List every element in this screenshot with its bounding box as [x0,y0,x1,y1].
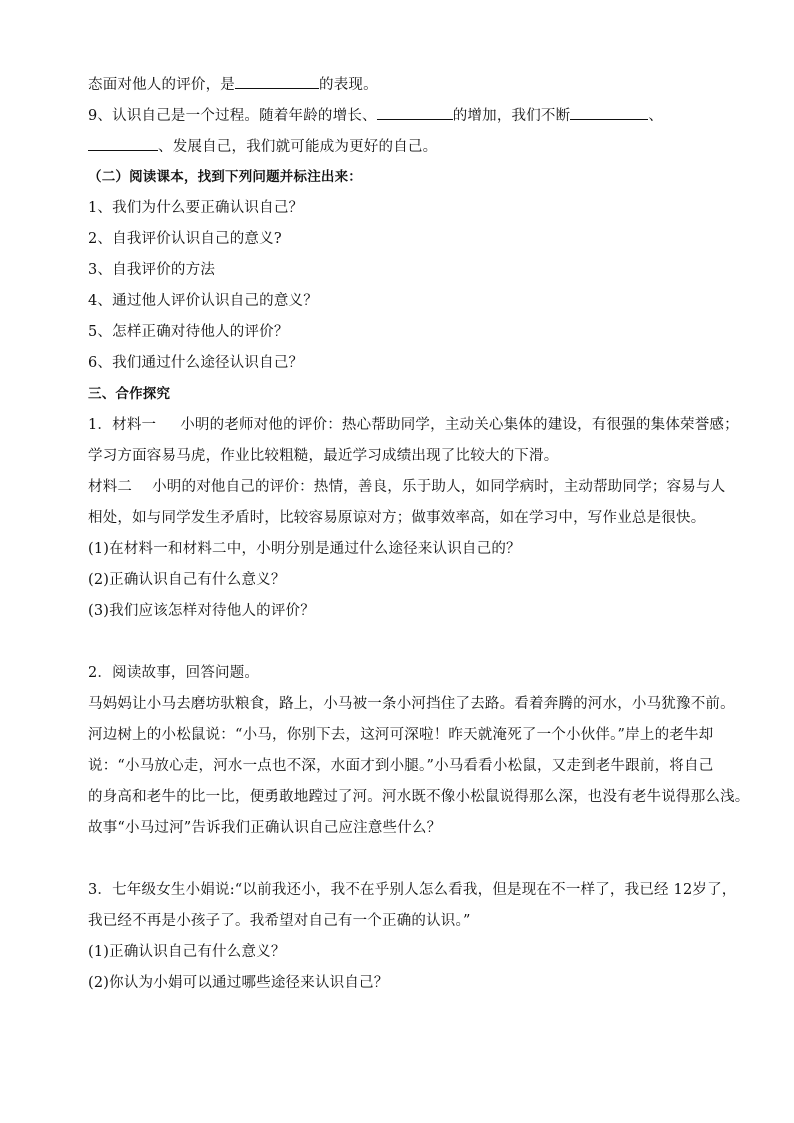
case2-heading: 2．阅读故事，回答问题。 [88,665,260,681]
case3-text-line: 我已经不再是小孩子了。我希望对自己有一个正确的认识。” [88,913,471,929]
section3-heading: 三、合作探究 [88,386,171,402]
section2-heading: （二）阅读课本，找到下列问题并标注出来： [88,169,362,185]
case2-story-line: 的身高和老牛的比一比，便勇敢地蹚过了河。河水既不像小松鼠说得那么深，也没有老牛说得那么浅。 [88,789,750,805]
q9-text-b: 的增加，我们不断 [452,108,571,124]
q8-line [88,74,708,105]
q9-text-a: 9、认识自己是一个过程。随着年龄的增长、 [88,108,377,124]
case1-material1-line-1 [88,415,739,446]
case1-question: (1)在材料一和材料二中，小明分别是通过什么途径来认识自己的？ [88,541,521,557]
q8-text-before: 态面对他人的评价，是 [88,77,235,93]
spacer [88,849,708,880]
section2-item: 3、自我评价的方法 [88,262,216,278]
section2-item: 6、我们通过什么途径认识自己？ [88,355,304,371]
case2-story-line: 说：“小马放心走，河水一点也不深，水面才到小腿。”小马看看小松鼠，又走到老牛跟前，将自己 [88,758,714,774]
spacer [88,632,708,663]
case1-material2-line-2: 相处，如与同学发生矛盾时，比较容易原谅对方；做事效率高，如在学习中，写作业总是很快。 [88,510,706,526]
q9-answer-blank-2[interactable] [570,105,648,120]
section2-item: 5、怎样正确对待他人的评价？ [88,324,289,340]
q8-answer-blank[interactable] [235,74,319,89]
case1-material2-line-1 [88,477,726,508]
case1-question: (2)正确认识自己有什么意义？ [88,572,286,588]
q9-text-d: 、发展自己，我们就可能成为更好的自己。 [158,139,438,155]
q9-line-1 [88,105,708,136]
case3-text-line: 3．七年级女生小娟说:“以前我还小，我不在乎别人怎么看我，但是现在不一样了，我已经 12岁了， [88,882,737,898]
case1-material1-line-2: 学习方面容易马虎，作业比较粗糙，最近学习成绩出现了比较大的下滑。 [88,448,559,464]
case3-question: (1)正确认识自己有什么意义？ [88,944,286,960]
q9-answer-blank-3[interactable] [88,136,158,151]
q9-answer-blank-1[interactable] [377,105,453,120]
case1-material1-text: 小明的老师对他的评价：热心帮助同学，主动关心集体的建设，有很强的集体荣誉感； [180,417,739,433]
case2-story-line: 河边树上的小松鼠说：“小马，你别下去，这河可深啦！昨天就淹死了一个小伙伴。”岸上的老牛却 [88,727,714,743]
case1-material1-label: 1．材料一 [88,417,157,433]
case1-question: (3)我们应该怎样对待他人的评价？ [88,603,315,619]
q9-line-2 [88,136,708,167]
q9-text-c: 、 [648,108,664,124]
case1-material2-text: 小明的对他自己的评价：热情，善良，乐于助人，如同学病时，主动帮助同学；容易与人 [152,479,726,495]
section2-item: 1、我们为什么要正确认识自己？ [88,200,304,216]
section2-item: 4、通过他人评价认识自己的意义？ [88,293,318,309]
case3-question: (2)你认为小娟可以通过哪些途径来认识自己？ [88,975,389,991]
case2-story-line: 马妈妈让小马去磨坊驮粮食，路上，小马被一条小河挡住了去路。看着奔腾的河水，小马犹豫不前。 [88,696,735,712]
section2-item: 2、自我评价认识自己的意义? [88,231,282,247]
worksheet-page [88,74,750,1004]
q8-text-after: 的表现。 [319,77,378,93]
case2-question: 故事“小马过河”告诉我们正确认识自己应注意些什么？ [88,820,442,836]
case1-material2-label: 材料二 [88,479,133,495]
